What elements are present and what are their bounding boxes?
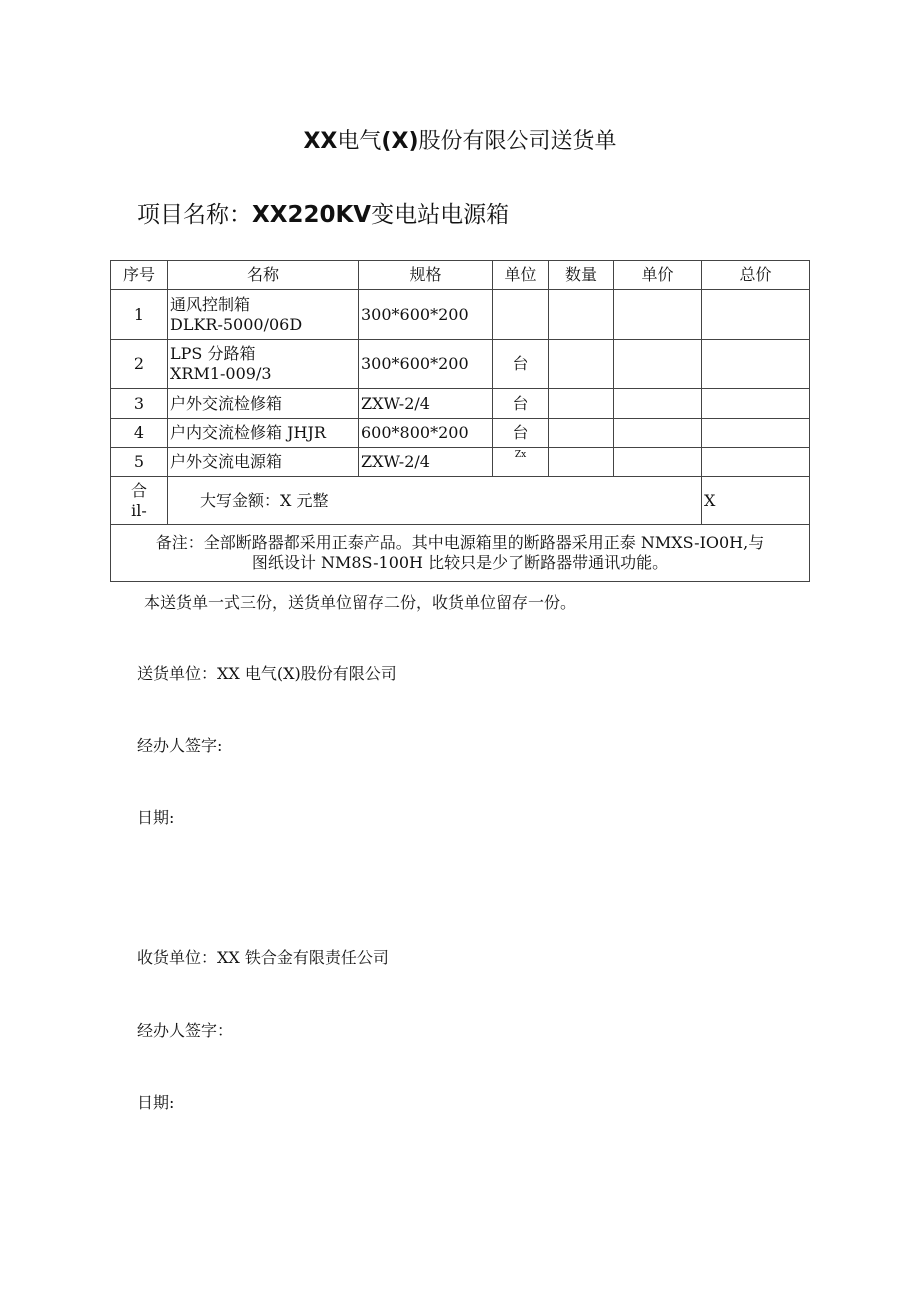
table-header-row (111, 261, 810, 290)
document-title: XX电气(X)股份有限公司送货单 (303, 129, 617, 154)
row-total (702, 389, 810, 419)
header-qty: 数量 (549, 261, 614, 290)
delivery-table (110, 260, 810, 582)
row-total (702, 448, 810, 477)
row-name: LPS 分路箱 XRM1-009/3 (168, 340, 359, 389)
row-name: 户外交流电源箱 (168, 448, 359, 477)
header-unit: 单位 (493, 261, 549, 290)
row-total (702, 419, 810, 448)
sum-label: 合 il- (111, 477, 168, 525)
row-unit (493, 290, 549, 340)
row-no: 5 (111, 448, 168, 477)
row-price (614, 290, 702, 340)
row-no: 4 (111, 419, 168, 448)
table-row (111, 290, 810, 340)
row-qty (549, 290, 614, 340)
row-no: 1 (111, 290, 168, 340)
project-name: 项目名称：XX220KV变电站电源箱 (137, 202, 510, 228)
sum-total: X (702, 477, 810, 525)
row-price (614, 448, 702, 477)
row-qty (549, 448, 614, 477)
header-total: 总价 (702, 261, 810, 290)
row-no: 2 (111, 340, 168, 389)
header-spec: 规格 (359, 261, 493, 290)
row-price (614, 419, 702, 448)
table-row (111, 389, 810, 419)
copies-note: 本送货单一式三份，送货单位留存二份，收货单位留存一份。 (144, 593, 577, 612)
row-price (614, 389, 702, 419)
row-spec: 300*600*200 (359, 340, 493, 389)
receiver-unit: 收货单位：XX 铁合金有限责任公司 (137, 948, 389, 967)
row-unit: Zx (493, 448, 549, 477)
row-name: 户外交流检修箱 (168, 389, 359, 419)
row-unit: 台 (493, 389, 549, 419)
row-qty (549, 419, 614, 448)
row-unit: 台 (493, 340, 549, 389)
row-spec: 600*800*200 (359, 419, 493, 448)
row-spec: 300*600*200 (359, 290, 493, 340)
table-row (111, 419, 810, 448)
table-row (111, 340, 810, 389)
receiver-signature: 经办人签字： (137, 1021, 234, 1040)
sender-date: 日期: (137, 808, 175, 827)
table-row (111, 448, 810, 477)
remark: 备注：全部断路器都采用正泰产品。其中电源箱里的断路器采用正泰 NMXS-IO0H,与 图纸设计 NM8S-100H 比较只是少了断路器带通讯功能。 (111, 525, 810, 582)
row-qty (549, 389, 614, 419)
header-price: 单价 (614, 261, 702, 290)
row-price (614, 340, 702, 389)
row-spec: ZXW-2/4 (359, 389, 493, 419)
amount-in-words: 大写金额：X 元整 (168, 477, 702, 525)
sender-signature: 经办人签字: (137, 736, 223, 755)
row-total (702, 290, 810, 340)
row-qty (549, 340, 614, 389)
row-total (702, 340, 810, 389)
header-no: 序号 (111, 261, 168, 290)
sum-row (111, 477, 810, 525)
remark-row (111, 525, 810, 582)
sender-unit: 送货单位：XX 电气(X)股份有限公司 (137, 664, 397, 683)
row-name: 户内交流检修箱 JHJR (168, 419, 359, 448)
row-no: 3 (111, 389, 168, 419)
row-name: 通风控制箱 DLKR-5000/06D (168, 290, 359, 340)
row-unit: 台 (493, 419, 549, 448)
receiver-date: 日期: (137, 1093, 175, 1112)
row-spec: ZXW-2/4 (359, 448, 493, 477)
header-name: 名称 (168, 261, 359, 290)
